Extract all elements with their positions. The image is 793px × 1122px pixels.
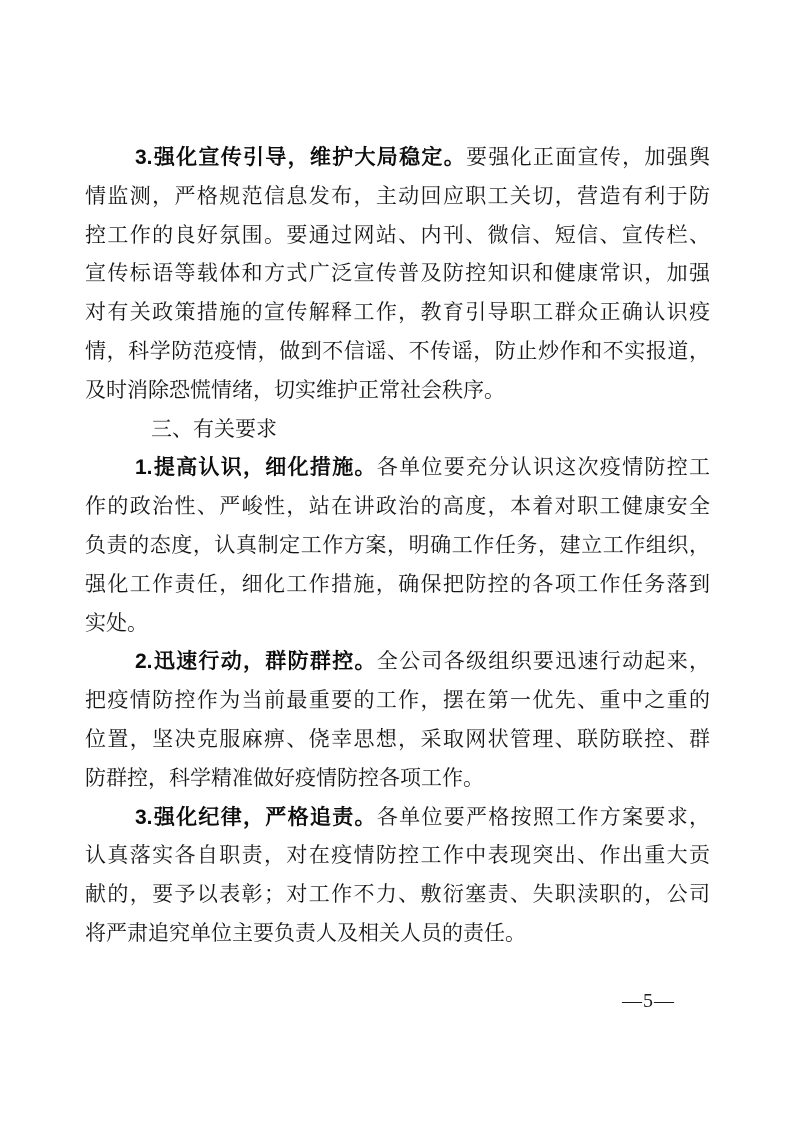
line-text: 实处。	[85, 611, 148, 635]
line-text: 作的政治性、严峻性，站在讲政治的高度，本着对职工健康安全	[85, 495, 710, 519]
line-text: 防群控，科学精准做好疫情防控各项工作。	[85, 766, 484, 790]
text-line	[85, 372, 710, 411]
line-text: 全公司各级组织要迅速行动起来，	[376, 650, 710, 674]
paragraph-3-first-line	[85, 139, 710, 178]
text-line	[85, 837, 710, 876]
text-line	[85, 566, 710, 605]
text-line	[85, 255, 710, 294]
text-line	[85, 760, 710, 799]
text-line	[85, 721, 710, 760]
paragraph-1-lead-bold: 1.提高认识，细化措施。	[135, 456, 377, 480]
text-line	[85, 488, 710, 527]
line-text: 控工作的良好氛围。要通过网站、内刊、微信、短信、宣传栏、	[85, 223, 710, 247]
paragraph-2-first-line	[85, 643, 710, 682]
line-text: 把疫情防控作为当前最重要的工作，摆在第一优先、重中之重的	[85, 689, 710, 713]
paragraph-3-lead-bold: 3.强化宣传引导，维护大局稳定。	[135, 146, 467, 169]
line-text: 负责的态度，认真制定工作方案，明确工作任务，建立工作组织，	[85, 533, 710, 557]
paragraph-3b-first-line	[85, 799, 710, 838]
page-number: —5—	[622, 990, 675, 1012]
text-line	[85, 682, 710, 721]
paragraph-2-lead-bold: 2.迅速行动，群防群控。	[135, 650, 377, 674]
line-text: 认真落实各自职责，对在疫情防控工作中表现突出、作出重大贡	[85, 844, 710, 868]
text-line	[85, 217, 710, 256]
line-text: 各单位要充分认识这次疫情防控工	[376, 456, 710, 480]
text-line	[85, 527, 710, 566]
line-text: 情监测，严格规范信息发布，主动回应职工关切，营造有利于防	[85, 184, 710, 208]
line-text: 献的，要予以表彰；对工作不力、敷衍塞责、失职渎职的，公司	[85, 883, 710, 907]
text-line	[85, 915, 710, 954]
paragraph-3b-lead-bold: 3.强化纪律，严格追责。	[135, 805, 377, 829]
line-text: 及时消除恐慌情绪，切实维护正常社会秩序。	[85, 378, 505, 402]
line-text: 情，科学防范疫情，做到不信谣、不传谣，防止炒作和不实报道，	[85, 339, 710, 363]
section-heading-text: 三、有关要求	[151, 417, 277, 441]
line-text: 宣传标语等载体和方式广泛宣传普及防控知识和健康常识，加强	[85, 262, 710, 286]
text-line	[85, 876, 710, 915]
document-body	[85, 139, 710, 954]
line-text: 将严肃追究单位主要负责人及相关人员的责任。	[85, 921, 526, 945]
text-line	[85, 294, 710, 333]
paragraph-1-first-line	[85, 449, 710, 488]
text-line	[85, 178, 710, 217]
line-text: 要强化正面宣传，加强舆	[466, 146, 710, 169]
line-text: 强化工作责任，细化工作措施，确保把防控的各项工作任务落到	[85, 572, 710, 596]
section-heading	[85, 411, 710, 450]
line-text: 各单位要严格按照工作方案要求，	[376, 805, 710, 829]
line-text: 位置，坚决克服麻痹、侥幸思想，采取网状管理、联防联控、群	[85, 727, 710, 751]
line-text: 对有关政策措施的宣传解释工作，教育引导职工群众正确认识疫	[85, 301, 710, 325]
text-line	[85, 605, 710, 644]
text-line	[85, 333, 710, 372]
